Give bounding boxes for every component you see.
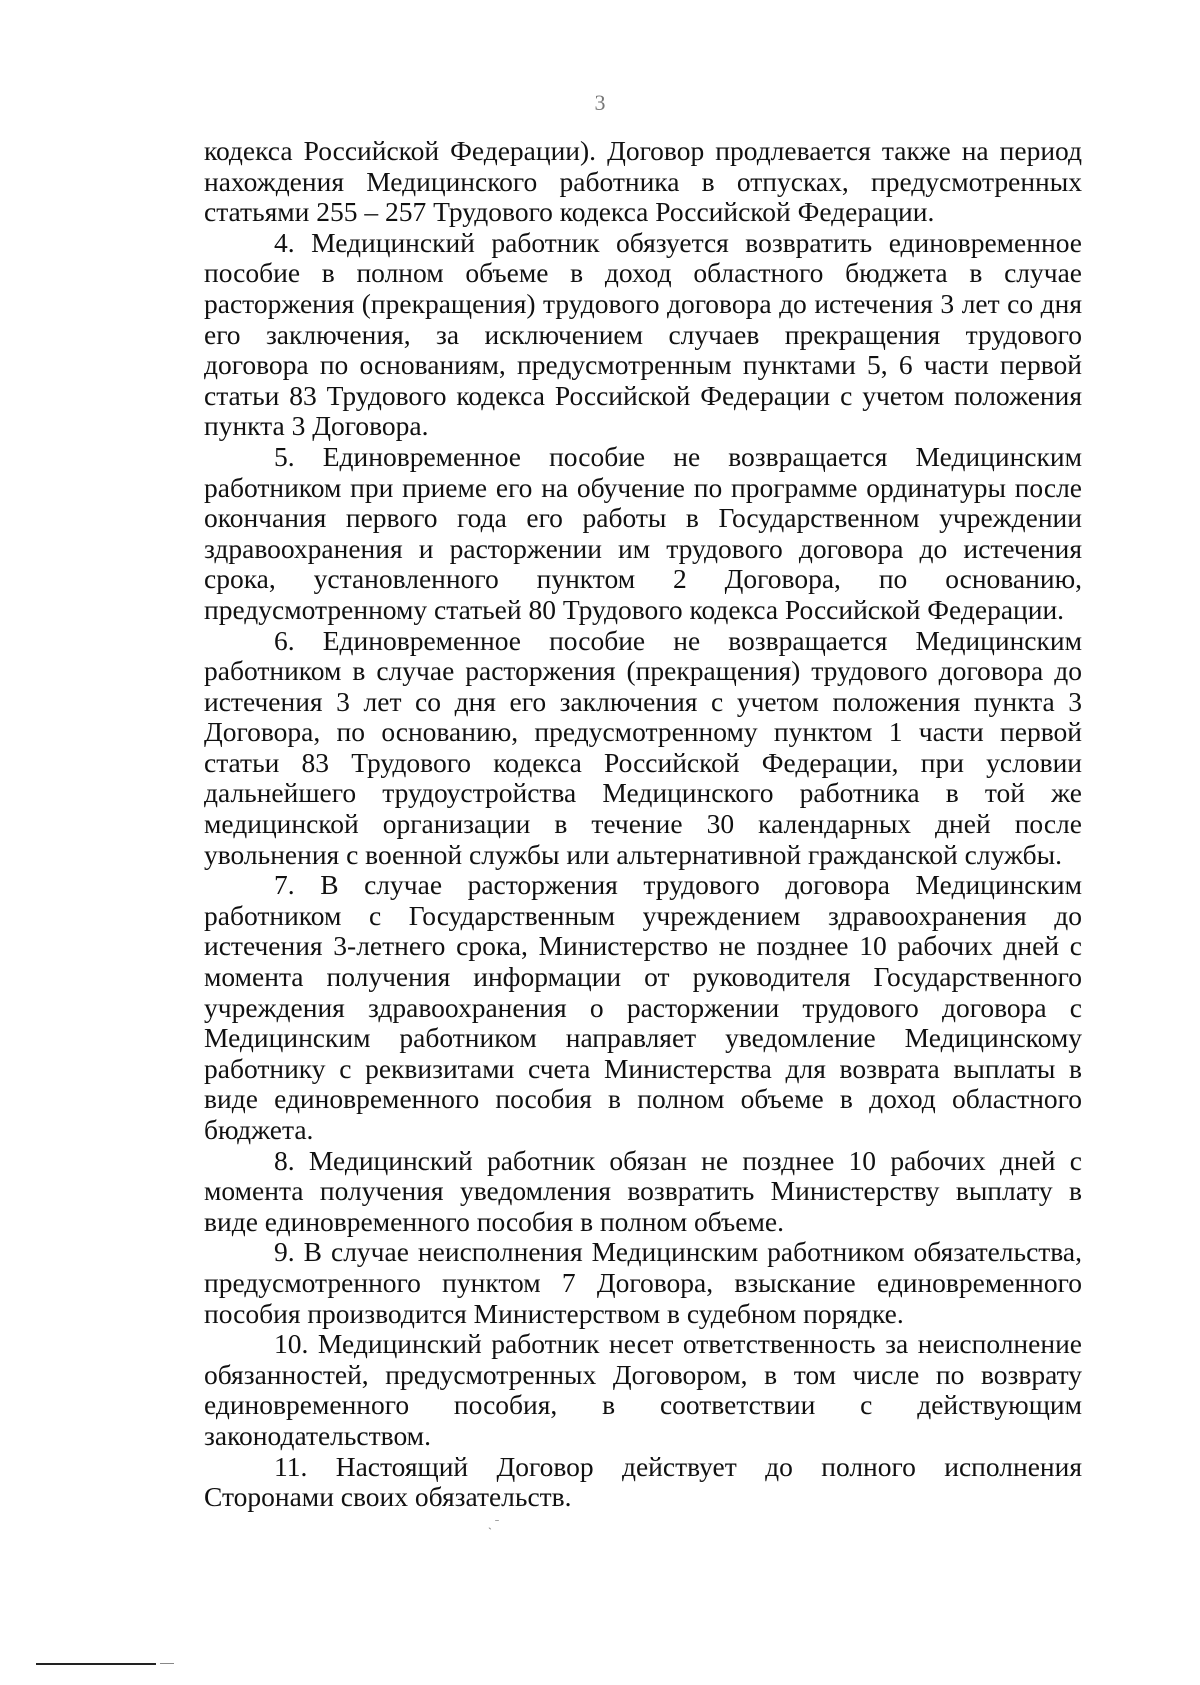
paragraph-5: 5. Единовременное пособие не возвращается Медицинским работником при приеме его на обучение по программе ординатуры после окончания первого года его работы в Государственном учреждении здравоохранения и расторжении им трудового договора до истечения срока, установленного пунктом 2 Договора, по основанию, предусмотренному статьей 80 Трудового кодекса Российской Федерации.: [204, 440, 1082, 625]
paragraph-10: 10. Медицинский работник несет ответственность за неисполнение обязанностей, предусмотренных Договором, в том числе по возврату единовременного пособия, в соответствии с действующим законодательством.: [204, 1328, 1082, 1451]
paragraph-continuation: кодекса Российской Федерации). Договор продлевается также на период нахождения Медицинского работника в отпусках, предусмотренных статьями 255 – 257 Трудового кодекса Российской Федерации.: [204, 135, 1082, 228]
paragraph-9: 9. В случае неисполнения Медицинским работником обязательства, предусмотренного пунктом 7 Договора, взыскание единовременного пособия производится Министерством в судебном порядке.: [204, 1236, 1082, 1329]
document-body: [204, 136, 1082, 1513]
paragraph-7: 7. В случае расторжения трудового договора Медицинским работником с Государственным учреждением здравоохранения до истечения 3-летнего срока, Министерство не позднее 10 рабочих дней с момента получения информации от руководителя Государственного учреждения здравоохранения о расторжении трудового договора с Медицинским работником направляет уведомление Медицинскому работнику с реквизитами счета Министерства для возврата выплаты в виде единовременного пособия в полном объеме в доход областного бюджета.: [204, 869, 1082, 1145]
paragraph-8: 8. Медицинский работник обязан не позднее 10 рабочих дней с момента получения уведомления возвратить Министерству выплату в виде единовременного пособия в полном объеме.: [204, 1144, 1082, 1237]
paragraph-11: 11. Настоящий Договор действует до полного исполнения Сторонами своих обязательств.: [204, 1450, 1082, 1513]
paragraph-6: 6. Единовременное пособие не возвращается Медицинским работником в случае расторжения (прекращения) трудового договора до истечения 3 лет со дня его заключения с учетом положения пункта 3 Договора, по основанию, предусмотренному пунктом 1 части первой статьи 83 Трудового кодекса Российской Федерации, при условии дальнейшего трудоустройства Медицинского работника в той же медицинской организации в течение 30 календарных дней после увольнения с военной службы или альтернативной гражданской службы.: [204, 624, 1082, 870]
footer-rule-tail: [160, 1663, 174, 1664]
scan-speck: ˎ ˉ: [488, 1516, 499, 1530]
page-number: 3: [594, 90, 606, 115]
footer-rule: [36, 1663, 156, 1665]
paragraph-4: 4. Медицинский работник обязуется возвратить единовременное пособие в полном объеме в доход областного бюджета в случае расторжения (прекращения) трудового договора до истечения 3 лет со дня его заключения, за исключением случаев прекращения трудового договора по основаниям, предусмотренным пунктами 5, 6 части первой статьи 83 Трудового кодекса Российской Федерации с учетом положения пункта 3 Договора.: [204, 226, 1082, 442]
